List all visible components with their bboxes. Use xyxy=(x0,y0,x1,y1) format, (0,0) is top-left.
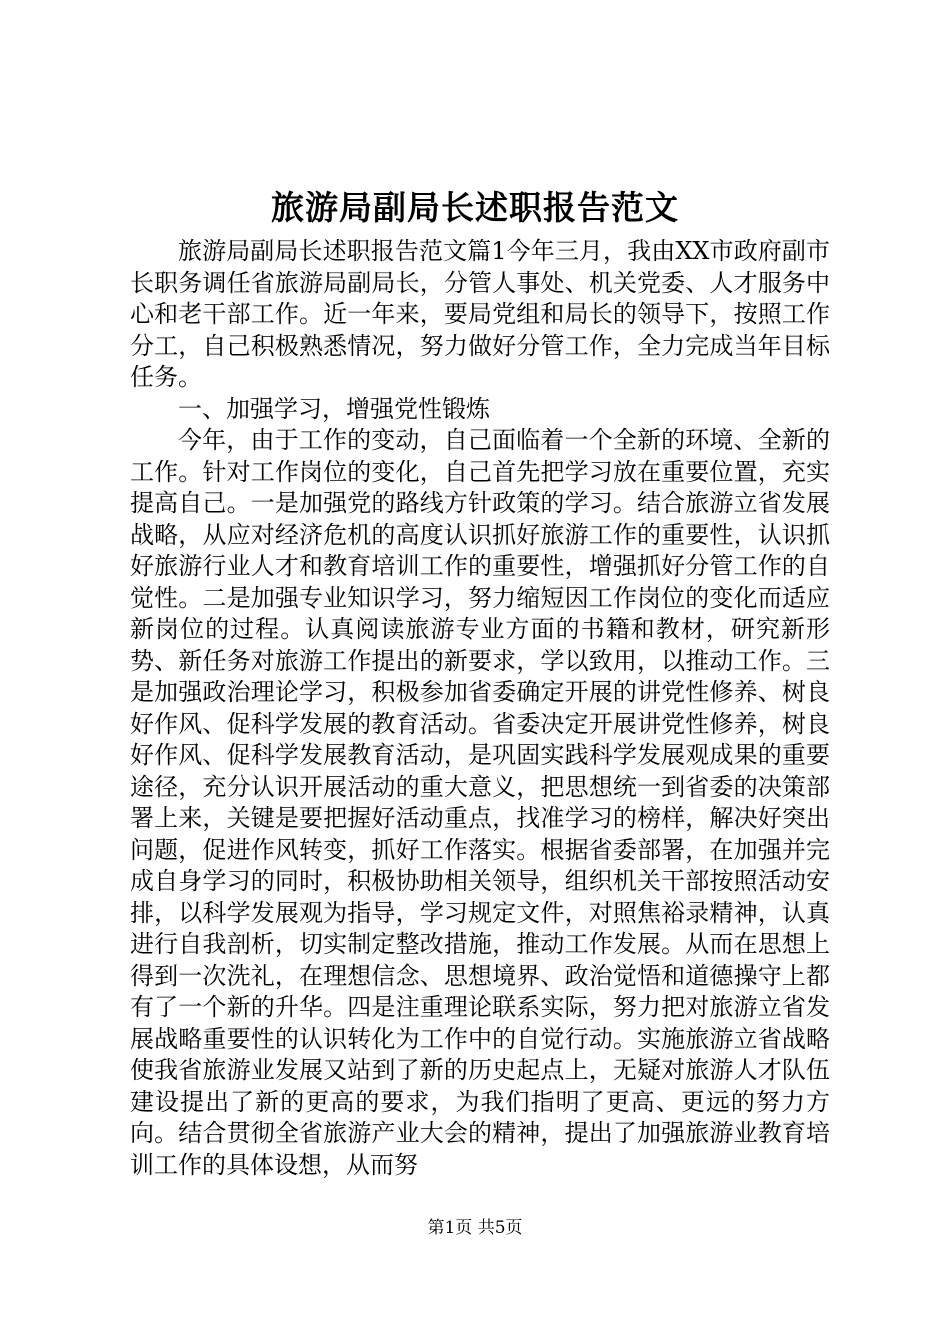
document-title: 旅游局副局长述职报告范文 xyxy=(271,188,679,227)
page-footer: 第1页 共5页 xyxy=(427,1218,523,1238)
paragraph-study: 今年，由于工作的变动，自己面临着一个全新的环境、全新的工作。针对工作岗位的变化，自己首先把学习放在重要位置，充实提高自己。一是加强党的路线方针政策的学习。结合旅游立省发展战略，从应对经济危机的高度认识抓好旅游工作的重要性，认识抓好旅游行业人才和教育培训工作的重要性，增强抓好分管工作的自觉性。二是加强专业知识学习，努力缩短因工作岗位的变化而适应新岗位的过程。认真阅读旅游专业方面的书籍和教材，研究新形势、新任务对旅游工作提出的新要求，学以致用，以推动工作。三是加强政治理论学习，积极参加省委确定开展的讲党性修养、树良好作风、促科学发展的教育活动。省委决定开展讲党性修养，树良好作风、促科学发展教育活动，是巩固实践科学发展观成果的重要途径，充分认识开展活动的重大意义，把思想统一到省委的决策部署上来，关键是要把握好活动重点，找准学习的榜样，解决好突出问题，促进作风转变，抓好工作落实。根据省委部署，在加强并完成自身学习的同时，积极协助相关领导，组织机关干部按照活动安排，以科学发展观为指导，学习规定文件，对照焦裕录精神，认真进行自我剖析，切实制定整改措施，推动工作发展。从而在思想上得到一次洗礼，在理想信念、思想境界、政治觉悟和道德操守上都有了一个新的升华。四是注重理论联系实际，努力把对旅游立省发展战略重要性的认识转化为工作中的自觉行动。实施旅游立省战略使我省旅游业发展又站到了新的历史起点上，无疑对旅游人才队伍建设提出了新的更高的要求，为我们指明了更高、更远的努力方向。结合贯彻全省旅游产业大会的精神，提出了加强旅游业教育培训工作的具体设想，从而努 xyxy=(130,426,830,1179)
paragraph-intro: 旅游局副局长述职报告范文篇1今年三月，我由XX市政府副市长职务调任省旅游局副局长，分管人事处、机关党委、人才服务中心和老干部工作。近一年来，要局党组和局长的领导下，按照工作分工，自己积极熟悉情况，努力做好分管工作，全力完成当年目标任务。 xyxy=(130,237,830,391)
document-body xyxy=(130,236,830,1181)
section-heading: 一、加强学习，增强党性锻炼 xyxy=(178,394,490,423)
